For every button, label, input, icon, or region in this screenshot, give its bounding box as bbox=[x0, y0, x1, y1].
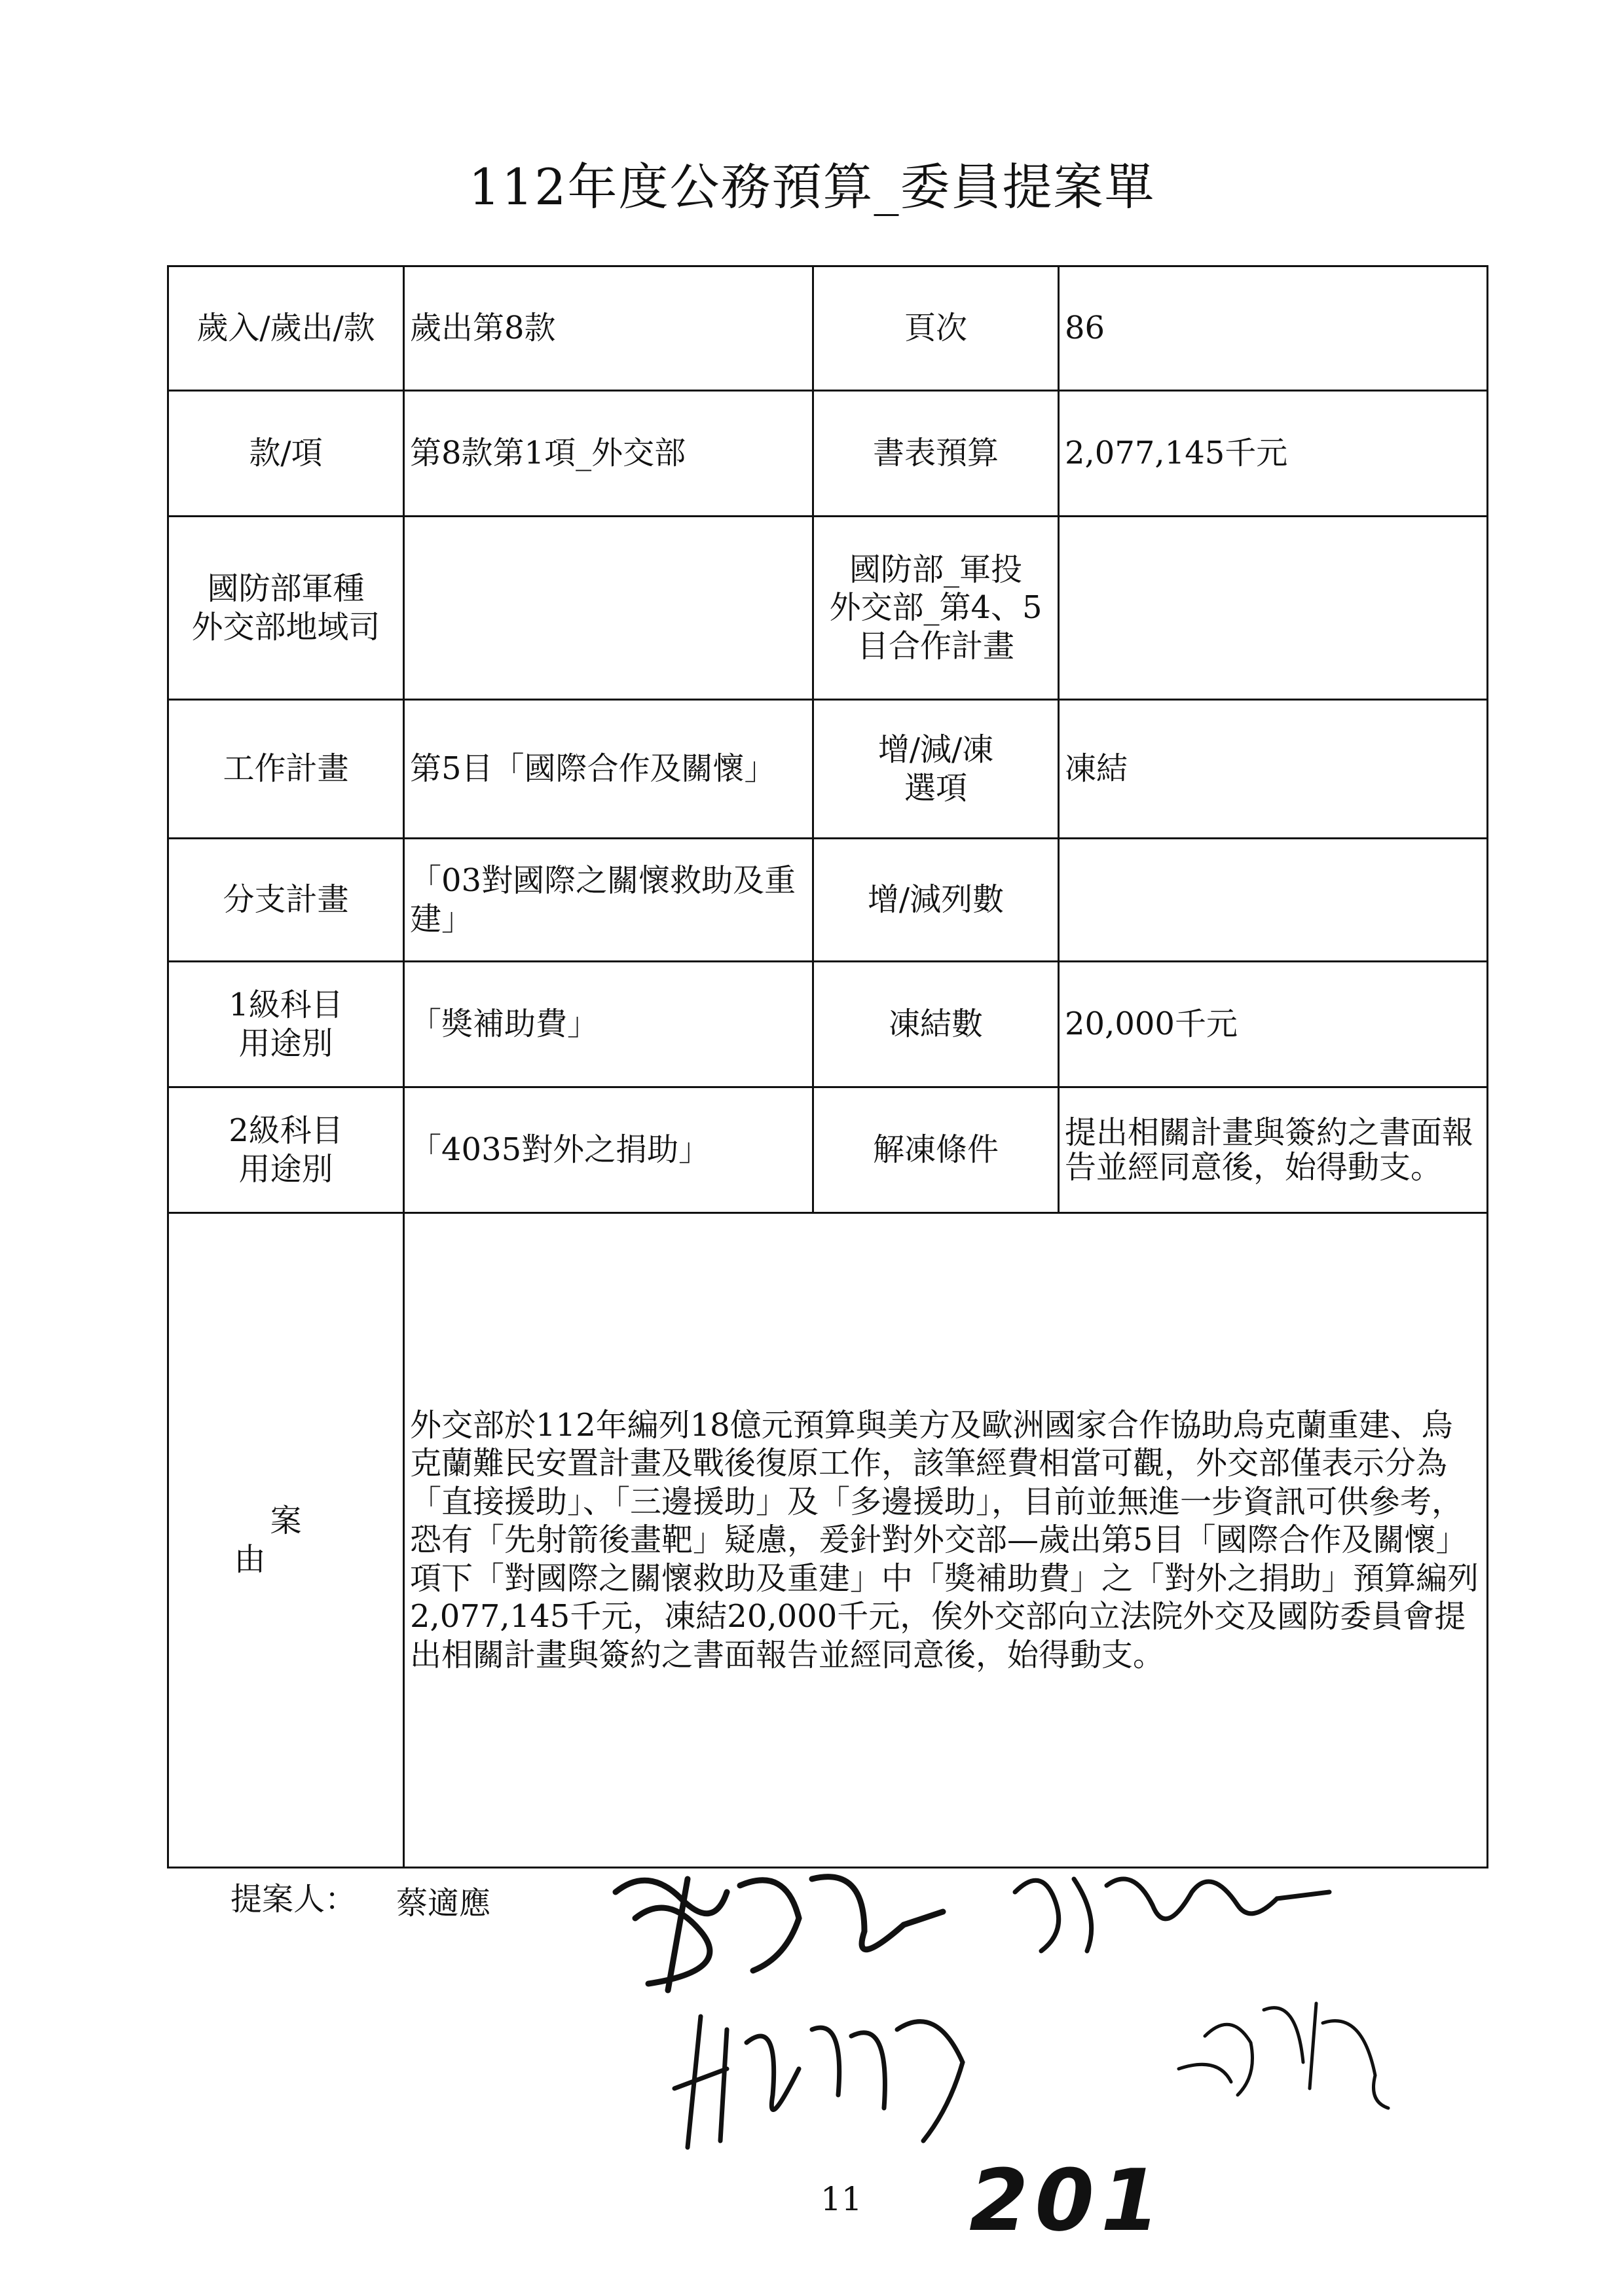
label-option: 增/減/凍 選項 bbox=[813, 700, 1059, 839]
reason-label: 案由 bbox=[234, 1502, 374, 1578]
label-branch-plan: 分支計畫 bbox=[168, 839, 404, 962]
page-number: 11 bbox=[821, 2180, 862, 2218]
signature-3 bbox=[648, 1990, 1002, 2160]
label-level2-subject: 2級科目 用途別 bbox=[168, 1087, 404, 1213]
table-row bbox=[168, 839, 1488, 962]
value-unfreeze-condition: 提出相關計畫與簽約之書面報告並經同意後，始得動支。 bbox=[1059, 1087, 1488, 1213]
value-budget-category: 歲出第8款 bbox=[404, 266, 813, 391]
label-book-budget: 書表預算 bbox=[813, 391, 1059, 517]
table-row bbox=[168, 1213, 1488, 1868]
table-row bbox=[168, 962, 1488, 1087]
label-frozen-amount: 凍結數 bbox=[813, 962, 1059, 1087]
value-book-budget: 2,077,145千元 bbox=[1059, 391, 1488, 517]
table-row bbox=[168, 1087, 1488, 1213]
proposer-name: 蔡適應 bbox=[396, 1885, 491, 1922]
table-row bbox=[168, 391, 1488, 517]
document-title: 112年度公務預算_委員提案單 bbox=[468, 158, 1156, 216]
label-budget-category: 歲入/歲出/款 bbox=[168, 266, 404, 391]
label-cooperation-plan: 國防部_軍投 外交部_第4、5 目合作計畫 bbox=[813, 517, 1059, 700]
reason-text: 外交部於112年編列18億元預算與美方及歐洲國家合作協助烏克蘭重建、烏克蘭難民安置計畫及戰後復原工作，該筆經費相當可觀，外交部僅表示分為「直接援助」、「三邊援助」及「多邊援助」，目前並無進一步資訊可供參考，恐有「先射箭後畫靶」疑慮，爰針對外交部—歲出第5目「國際合作及關懷」項下「對國際之關懷救助及重建」中「獎補助費」之「對外之捐助」預算編列2,077,145千元，凍結20,000千元，俟外交部向立法院外交及國防委員會提出相關計畫與簽約之書面報告並經同意後，始得動支。 bbox=[404, 1213, 1488, 1868]
value-level1-subject: 「獎補助費」 bbox=[404, 962, 813, 1087]
value-cooperation-plan bbox=[1059, 517, 1488, 700]
table-row bbox=[168, 517, 1488, 700]
value-military-branch bbox=[404, 517, 813, 700]
label-work-plan: 工作計畫 bbox=[168, 700, 404, 839]
signature-4 bbox=[1166, 1971, 1401, 2115]
table-row bbox=[168, 266, 1488, 391]
label-military-branch: 國防部軍種 外交部地域司 bbox=[168, 517, 404, 700]
reason-label-cell bbox=[168, 1213, 404, 1868]
signature-2 bbox=[1002, 1853, 1342, 1964]
proposer-label: 提案人： bbox=[231, 1881, 357, 1918]
proposal-table bbox=[167, 265, 1488, 1868]
value-frozen-amount: 20,000千元 bbox=[1059, 962, 1488, 1087]
value-section-item: 第8款第1項_外交部 bbox=[404, 391, 813, 517]
value-branch-plan: 「03對國際之關懷救助及重建」 bbox=[404, 839, 813, 962]
stamp-number: 201 bbox=[969, 2151, 1167, 2250]
value-adjust-amount bbox=[1059, 839, 1488, 962]
value-work-plan: 第5目「國際合作及關懷」 bbox=[404, 700, 813, 839]
signature-1 bbox=[589, 1853, 956, 2003]
value-page: 86 bbox=[1059, 266, 1488, 391]
value-option: 凍結 bbox=[1059, 700, 1488, 839]
label-adjust-amount: 增/減列數 bbox=[813, 839, 1059, 962]
label-section-item: 款/項 bbox=[168, 391, 404, 517]
value-level2-subject: 「4035對外之捐助」 bbox=[404, 1087, 813, 1213]
label-unfreeze-condition: 解凍條件 bbox=[813, 1087, 1059, 1213]
label-page: 頁次 bbox=[813, 266, 1059, 391]
label-level1-subject: 1級科目 用途別 bbox=[168, 962, 404, 1087]
table-row bbox=[168, 700, 1488, 839]
